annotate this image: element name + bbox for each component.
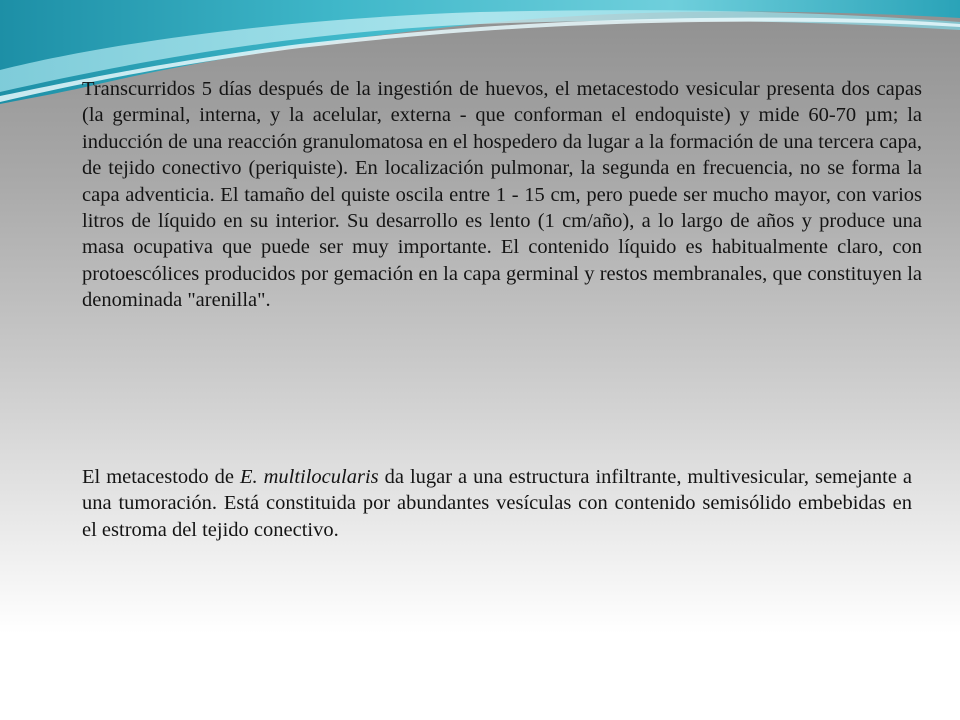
paragraph-2-body: da lugar a una estructura infiltrante, multivesicular, semejante a una tumoración. Está constituida por abundantes vesículas con contenido semisólido embebidas en el estroma del tejido conectivo.	[82, 466, 913, 541]
paragraph-2-lead: El metacestodo de	[82, 466, 240, 488]
species-name: E. multilocularis	[239, 466, 379, 488]
paragraph-hydatid-cyst: Transcurridos 5 días después de la ingestión de huevos, el metacestodo vesicular presenta dos capas (la germinal, interna, y la acelular, externa - que conforman el endoquiste) y mide 60-70 µm; la inducción de una reacción granulomatosa en el hospedero da lugar a la formación de una tercera capa, de tejido conectivo (periquiste). En localización pulmonar, la segunda en frecuencia, no se forma la capa adventicia. El tamaño del quiste oscila entre 1 - 15 cm, pero puede ser mucho mayor, con varios litros de líquido en su interior. Su desarrollo es lento (1 cm/año), a lo largo de años y produce una masa ocupativa que puede ser muy importante. El contenido líquido es habitualmente claro, con protoescólices producidos por gemación en la capa germinal y restos membranales, que constituyen la denominada "arenilla".	[82, 78, 922, 312]
paragraph-multilocularis	[82, 464, 912, 543]
